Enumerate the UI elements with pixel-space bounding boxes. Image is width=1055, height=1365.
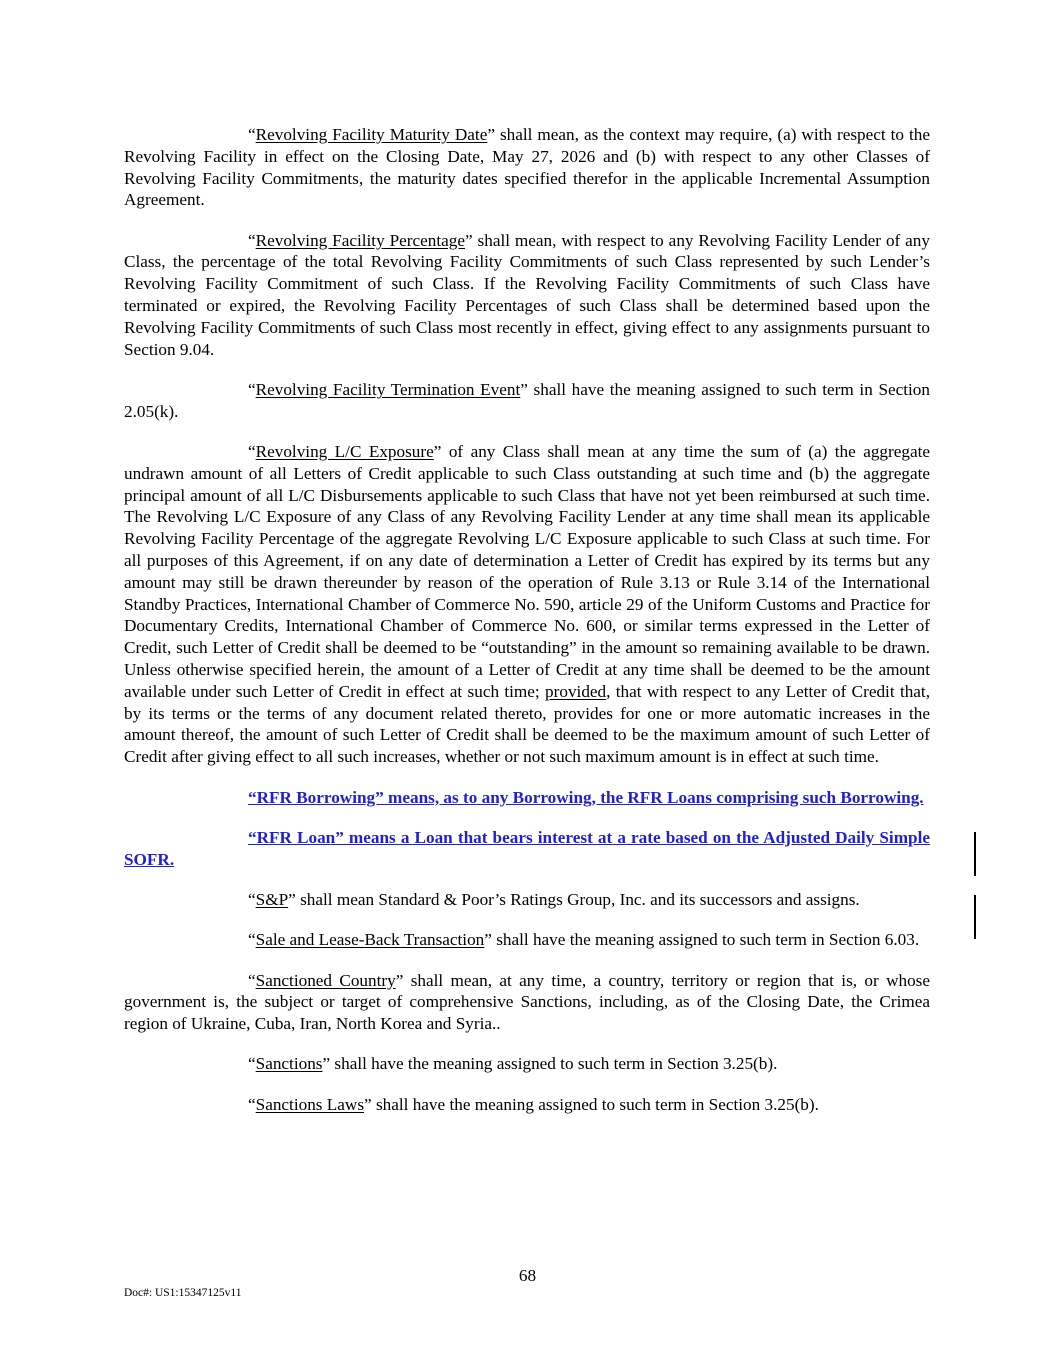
defined-term: Sale and Lease-Back Transaction [255, 930, 485, 950]
definition-sp: “S&P” shall mean Standard & Poor’s Ratings Group, Inc. and its successors and assigns. [248, 889, 860, 909]
definition-sanctioned-country: “Sanctioned Country” shall mean, at any time, a country, territory or region that is, or whose government is, the subject or target of comprehensive Sanctions, including, as of the Closing Date, the Crimea region of Ukraine, Cuba, Iran, North Korea and Syria.. [124, 970, 930, 1034]
proviso-term: provided [545, 681, 607, 701]
definition-sanctions: “Sanctions” shall have the meaning assigned to such term in Section 3.25(b). [248, 1054, 778, 1074]
defined-term: Sanctioned Country [255, 970, 396, 990]
definition-rfr-borrowing-inserted [124, 787, 930, 809]
document-id: Doc#: US1:15347125v11 [124, 1287, 242, 1299]
definition-text: shall mean Standard & Poor’s Ratings Group, Inc. and its successors and assigns. [295, 889, 860, 909]
definition-text-continued: , that with respect to any Letter of Credit that, by its terms or the terms of any document related thereto, provides for one or more automatic increases in the amount thereof, the amount of such Letter of Credit shall be deemed to be the maximum amount of such Letter of Credit after giving effect to all such increases, whether or not such maximum amount is in effect at such time. [124, 681, 931, 767]
definition-text: shall have the meaning assigned to such term in Section 6.03. [491, 930, 920, 950]
change-bar [974, 895, 976, 939]
definition-text: shall have the meaning assigned to such term in Section 3.25(b). [371, 1094, 819, 1114]
defined-term: S&P [255, 889, 289, 909]
definition-text: shall have the meaning assigned to such term in Section 3.25(b). [330, 1054, 778, 1074]
defined-term: Revolving L/C Exposure [255, 442, 434, 462]
definition-text: shall mean, as the context may require, (a) with respect to the Revolving Facility in effect on the Closing Date, May 27, 2026 and (b) with respect to any other Classes of Revolving Facility Commitments, the maturity dates specified therefor in the applicable Incremental Assumption Agreement. [124, 125, 931, 210]
definition-text: of any Class shall mean at any time the sum of (a) the aggregate undrawn amount of all Letters of Credit applicable to such Class outstanding at such time and (b) the aggregate principal amount of all L/C Disbursements applicable to such Class that have not yet been reimbursed at such time. The Revolving L/C Exposure of any Class of any Revolving Facility Lender at any time shall mean its applicable Revolving Facility Percentage of the aggregate Revolving L/C Exposure applicable to such Class at such time. For all purposes of this Agreement, if on any date of determination a Letter of Credit has expired by its terms but any amount may still be drawn thereunder by reason of the operation of Rule 3.13 or Rule 3.14 of the International Standby Practices, International Chamber of Commerce No. 590, article 29 of the Uniform Customs and Practice for Documentary Credits, International Chamber of Commerce No. 600, or similar terms expressed in the Letter of Credit, such Letter of Credit shall be deemed to be “outstanding” in the amount so remaining available to be drawn. Unless otherwise specified herein, the amount of a Letter of Credit at any time shall be deemed to be the amount available under such Letter of Credit in effect at such time; [124, 442, 931, 701]
definition-revolving-facility-termination-event: “Revolving Facility Termination Event” shall have the meaning assigned to such term in Section 2.05(k). [124, 379, 930, 421]
inserted-text: “RFR Borrowing” means, as to any Borrowing, the RFR Loans comprising such Borrowing. [248, 787, 924, 807]
page-number: 68 [518, 1266, 537, 1285]
defined-term: Revolving Facility Termination Event [255, 379, 521, 399]
definition-sale-and-lease-back-transaction: “Sale and Lease-Back Transaction” shall have the meaning assigned to such term in Section 6.03. [248, 930, 920, 950]
defined-term: Revolving Facility Maturity Date [255, 125, 488, 144]
defined-term: Sanctions Laws [255, 1094, 365, 1114]
definition-revolving-lc-exposure: “Revolving L/C Exposure” of any Class shall mean at any time the sum of (a) the aggregate undrawn amount of all Letters of Credit applicable to such Class outstanding at such time and (b) the aggregate principal amount of all L/C Disbursements applicable to such Class that have not yet been reimbursed at such time. The Revolving L/C Exposure of any Class of any Revolving Facility Lender at any time shall mean its applicable Revolving Facility Percentage of the aggregate Revolving L/C Exposure applicable to such Class at such time. For all purposes of this Agreement, if on any date of determination a Letter of Credit has expired by its terms but any amount may still be drawn thereunder by reason of the operation of Rule 3.13 or Rule 3.14 of the International Standby Practices, International Chamber of Commerce No. 590, article 29 of the Uniform Customs and Practice for Documentary Credits, International Chamber of Commerce No. 600, or similar terms expressed in the Letter of Credit, such Letter of Credit shall be deemed to be “outstanding” in the amount so remaining available to be drawn. Unless otherwise specified herein, the amount of a Letter of Credit at any time shall be deemed to be the amount available under such Letter of Credit in effect at such time; provided, that with respect to any Letter of Credit that, by its terms or the terms of any document related thereto, provides for one or more automatic increases in the amount thereof, the amount of such Letter of Credit shall be deemed to be the maximum amount of such Letter of Credit after giving effect to all such increases, whether or not such maximum amount is in effect at such time. [124, 442, 931, 767]
definition-text: shall mean, with respect to any Revolving Facility Lender of any Class, the percentage of the total Revolving Facility Commitments of such Class represented by such Lender’s Revolving Facility Commitment of such Class. If the Revolving Facility Commitments of such Class have terminated or expired, the Revolving Facility Percentages of such Class shall be determined based upon the Revolving Facility Commitments of such Class most recently in effect, giving effect to any assignments pursuant to Section 9.04. [124, 230, 930, 359]
definition-revolving-facility-percentage: “Revolving Facility Percentage” shall mean, with respect to any Revolving Facility Lender of any Class, the percentage of the total Revolving Facility Commitments of such Class represented by such Lender’s Revolving Facility Commitment of such Class. If the Revolving Facility Commitments of such Class have terminated or expired, the Revolving Facility Percentages of such Class shall be determined based upon the Revolving Facility Commitments of such Class most recently in effect, giving effect to any assignments pursuant to Section 9.04. [124, 230, 930, 359]
change-bar [974, 832, 976, 876]
defined-term: Sanctions [255, 1054, 323, 1074]
definition-text: shall mean, at any time, a country, territory or region that is, or whose government is, the subject or target of comprehensive Sanctions, including, as of the Closing Date, the Crimea region of Ukraine, Cuba, Iran, North Korea and Syria.. [124, 970, 930, 1034]
definition-text: shall have the meaning assigned to such term in Section 2.05(k). [124, 379, 930, 421]
defined-term: Revolving Facility Percentage [255, 230, 465, 250]
definition-revolving-facility-maturity-date: “Revolving Facility Maturity Date” shall mean, as the context may require, (a) with respect to the Revolving Facility in effect on the Closing Date, May 27, 2026 and (b) with respect to any other Classes of Revolving Facility Commitments, the maturity dates specified therefor in the applicable Incremental Assumption Agreement. [124, 125, 931, 210]
definition-rfr-loan-inserted [124, 827, 930, 871]
document-body [124, 124, 930, 1134]
definition-sanctions-laws: “Sanctions Laws” shall have the meaning assigned to such term in Section 3.25(b). [248, 1094, 819, 1114]
inserted-text: “RFR Loan” means a Loan that bears interest at a rate based on the Adjusted Daily Simple SOFR. [124, 827, 930, 869]
